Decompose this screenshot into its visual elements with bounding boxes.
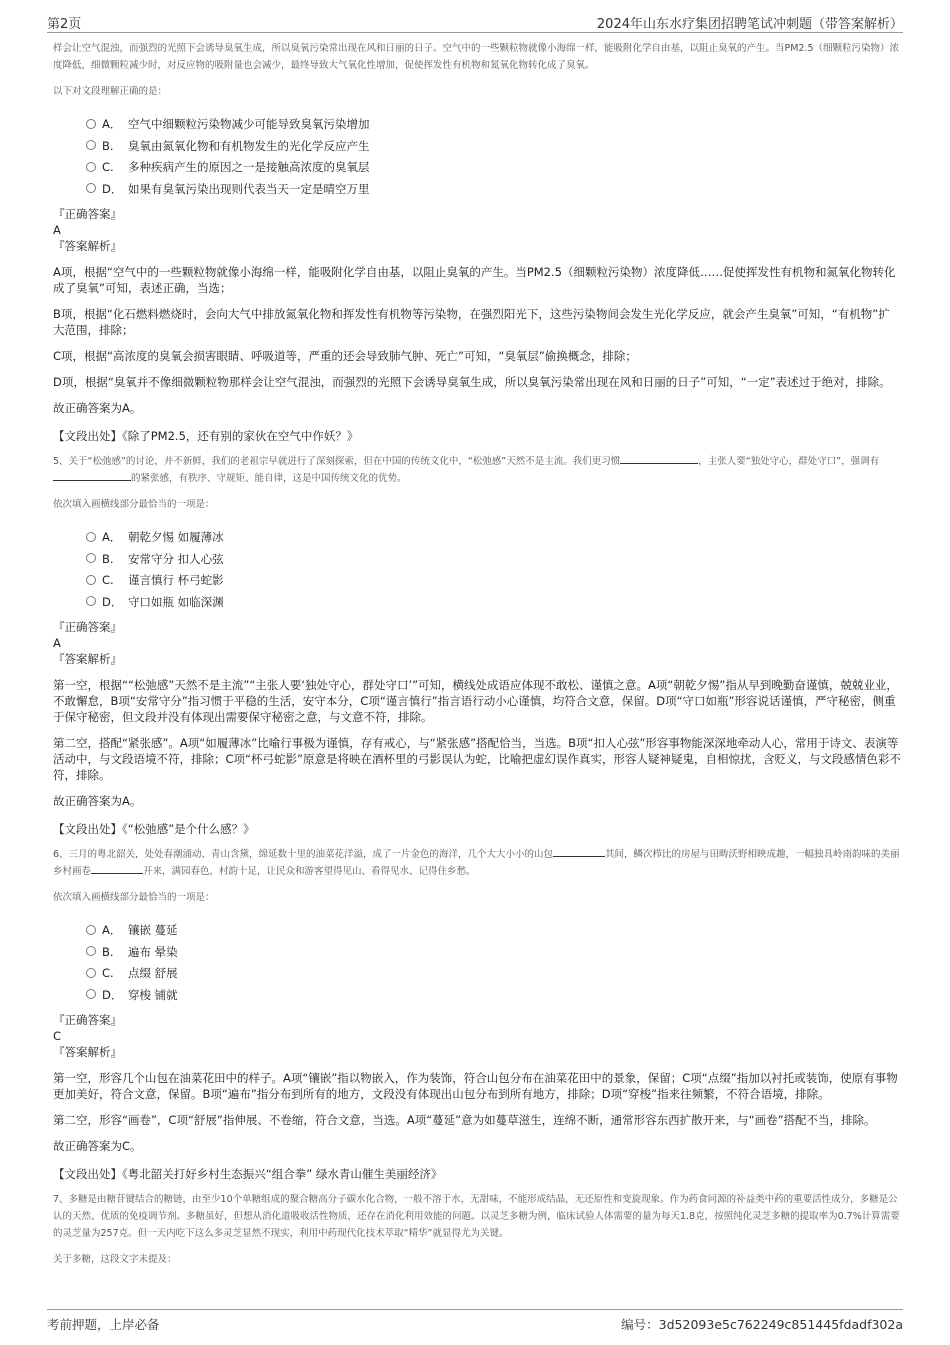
q5-options (86, 527, 901, 613)
q6-passage: 6、三月的粤北韶关，处处春潮涌动、青山含黛，绵延数十里的油菜花洋溢，成了一片金色的海洋，几个大大小小的山包 其间，鳞次栉比的房屋与田畴沃野相映成趣，一幅独具岭南韵味的美丽乡村画卷 开来，满园春色，村韵十足，让民众和游客望得见山、看得见水、记得住乡愁。 (53, 846, 901, 880)
fill-blank (53, 470, 131, 481)
q5-source: 【文段出处】《“松弛感”是个什么感？》 (53, 822, 255, 836)
q6-analysis-first-blank: 第一空，形容几个山包在油菜花田中的样子。A项“镶嵌”指以物嵌入，作为装饰，符合山包分布在油菜花田中的景象，保留；C项“点缀”指加以衬托或装饰，使原有事物更加美好，符合文意，保留。B项“遍布”指分布到所有的地方，文段没有体现出山包分布到所有地方，排除；D项“穿梭”指来往频繁，不符合语境，排除。 (53, 1071, 898, 1101)
fill-blank (91, 863, 143, 874)
q5-option-b[interactable]: B. 安常守分 扣人心弦 (86, 549, 901, 571)
q6-option-a[interactable]: A． 镶嵌 蔓延 (86, 920, 901, 942)
radio-icon[interactable] (86, 925, 96, 935)
page-header (47, 10, 903, 33)
q7-prompt: 关于多糖，这段文字未提及： (53, 1254, 177, 1265)
q6-answer: C (53, 1029, 62, 1043)
radio-icon[interactable] (86, 946, 96, 956)
q4-option-c[interactable]: C. 多种疾病产生的原因之一是接触高浓度的臭氧层 (86, 157, 901, 179)
q4-option-d[interactable]: D． 如果有臭氧污染出现则代表当天一定是晴空万里 (86, 179, 901, 201)
fill-blank (620, 453, 698, 464)
page-footer (47, 1309, 903, 1336)
fill-blank (553, 846, 605, 857)
radio-icon[interactable] (86, 140, 96, 150)
radio-icon[interactable] (86, 596, 96, 606)
q5-analysis-second-blank: 第二空，搭配“紧张感”。A项“如履薄冰”比喻行事极为谨慎，存有戒心，与“紧张感”搭配恰当，当选。B项“扣人心弦”形容事物能深深地牵动人心，常用于诗文、表演等活动中，与文段语境不符，排除；C项“杯弓蛇影”原意是将映在酒杯里的弓影误认为蛇，比喻把虚幻误作真实，形容人疑神疑鬼，自相惊扰，含贬义，与文段感情色彩不符，排除。 (53, 736, 901, 782)
radio-icon[interactable] (86, 532, 96, 542)
q4-option-b[interactable]: B. 臭氧由氮氧化物和有机物发生的光化学反应产生 (86, 136, 901, 158)
q4-answer: A (53, 223, 61, 237)
radio-icon[interactable] (86, 183, 96, 193)
radio-icon[interactable] (86, 968, 96, 978)
q4-conclusion: 故正确答案为A。 (53, 401, 142, 415)
footer-slogan: 考前押题，上岸必备 (47, 1317, 160, 1332)
analysis-label: 『答案解析』 (53, 652, 122, 666)
q6-option-d[interactable]: D． 穿梭 铺就 (86, 985, 901, 1007)
radio-icon[interactable] (86, 575, 96, 585)
q5-option-a[interactable]: A． 朝乾夕惕 如履薄冰 (86, 527, 901, 549)
q6-analysis-second-blank: 第二空，形容“画卷”，C项“舒展”指伸展、不卷缩，符合文意，当选。A项“蔓延”意为如蔓草滋生，连绵不断，通常形容东西扩散开来，与“画卷”搭配不当，排除。 (53, 1113, 876, 1127)
analysis-label: 『答案解析』 (53, 1045, 122, 1059)
q4-prompt: 以下对文段理解正确的是： (53, 86, 168, 97)
q5-option-c[interactable]: C. 谨言慎行 杯弓蛇影 (86, 570, 901, 592)
page-number: 第2页 (47, 17, 82, 32)
q4-option-a[interactable]: A． 空气中细颗粒污染物减少可能导致臭氧污染增加 (86, 114, 901, 136)
correct-answer-label: 『正确答案』 (53, 620, 122, 634)
q5-option-d[interactable]: D． 守口如瓶 如临深渊 (86, 592, 901, 614)
q4-options (86, 114, 901, 200)
q6-option-c[interactable]: C. 点缀 舒展 (86, 963, 901, 985)
document-id: 编号：3d52093e5c762249c851445fdadf302a (621, 1317, 903, 1332)
radio-icon[interactable] (86, 553, 96, 563)
page-content (53, 40, 901, 1268)
q4-analysis-d: D项，根据“臭氧并不像细微颗粒物那样会让空气混浊，而强烈的光照下会诱导臭氧生成，所以臭氧污染常出现在风和日丽的日子”可知，“一定”表述过于绝对，排除。 (53, 375, 891, 389)
correct-answer-label: 『正确答案』 (53, 1013, 122, 1027)
radio-icon[interactable] (86, 119, 96, 129)
q4-analysis-b: B项，根据“化石燃料燃烧时，会向大气中排放氮氧化物和挥发性有机物等污染物，在强烈阳光下，这些污染物间会发生光化学反应，就会产生臭氧”可知，“有机物”扩大范围，排除； (53, 307, 890, 337)
q5-prompt: 依次填入画横线部分最恰当的一项是： (53, 499, 215, 510)
q6-source: 【文段出处】《粤北韶关打好乡村生态振兴“组合拳” 绿水青山催生美丽经济》 (53, 1167, 443, 1181)
q4-analysis-a: A项，根据“空气中的一些颗粒物就像小海绵一样，能吸附化学自由基，以阻止臭氧的产生。当PM2.5（细颗粒污染物）浓度降低……促使挥发性有机物和氮氧化物转化成了臭氧”可知，表述正确，当选； (53, 265, 896, 295)
q6-prompt: 依次填入画横线部分最恰当的一项是： (53, 892, 215, 903)
document-title: 2024年山东水疗集团招聘笔试冲刺题（带答案解析） (596, 17, 903, 32)
q5-answer: A (53, 636, 61, 650)
q4-analysis-c: C项，根据“高浓度的臭氧会损害眼睛、呼吸道等，严重的还会导致肺气肿、死亡”可知，“臭氧层”偷换概念，排除； (53, 349, 637, 363)
q6-option-b[interactable]: B. 遍布 晕染 (86, 942, 901, 964)
q5-analysis-first-blank: 第一空，根据““松弛感”天然不是主流”“主张人要‘独处守心，群处守口’”可知，横线处成语应体现不敢松、谨慎之意。A项“朝乾夕惕”指从早到晚勤奋谨慎，兢兢业业，不敢懈怠，B项“安常守分”指习惯于平稳的生活，安守本分，C项“谨言慎行”指言语行动小心谨慎，均符合文意，保留。D项“守口如瓶”形容说话谨慎，严守秘密，侧重于保守秘密，但文段并没有体现出需要保守秘密之意，与文意不符，排除。 (53, 678, 898, 724)
q6-conclusion: 故正确答案为C。 (53, 1139, 142, 1153)
radio-icon[interactable] (86, 989, 96, 999)
correct-answer-label: 『正确答案』 (53, 207, 122, 221)
q5-passage: 5、关于“松弛感”的讨论，并不新鲜，我们的老祖宗早就进行了深刻探索，但在中国的传统文化中，“松弛感”天然不是主流。我们更习惯 ，主张人要“独处守心，群处守口”，强调有的紧张感，有秩序、守规矩、能自律，这是中国传统文化的优势。 (53, 453, 901, 487)
q4-passage: 样会让空气混浊，而强烈的光照下会诱导臭氧生成，所以臭氧污染常出现在风和日丽的日子。空气中的一些颗粒物就像小海绵一样，能吸附化学自由基，以阻止臭氧的产生。当PM2.5（细颗粒污染物）浓度降低，细微颗粒减少时，对反应物的吸附量也会减少，最终导致大气氧化性增加，促使挥发性有机物和氮氧化物转化成了臭氧。 (53, 43, 900, 71)
q4-source: 【文段出处】《除了PM2.5，还有别的家伙在空气中作妖？》 (53, 429, 359, 443)
q5-conclusion: 故正确答案为A。 (53, 794, 142, 808)
q7-passage: 7、多糖是由糖苷键结合的糖链，由至少10个单糖组成的聚合糖高分子碳水化合物，一般不溶于水，无甜味，不能形成结晶，无还原性和变旋现象。作为药食同源的补益类中药的重要活性成分，多糖是公认的天然、优质的免疫调节剂。多糖虽好，但想从消化道吸收活性物质，还存在消化利用效能的问题。以灵芝多糖为例，临床试验人体需要的量为每天1.8克，按照纯化灵芝多糖的提取率为0.7%计算需要的灵芝量为257克。但一天内吃下这么多灵芝显然不现实，利用中药现代化技术萃取“精华”就显得尤为关键。 (53, 1194, 900, 1239)
q6-options (86, 920, 901, 1006)
analysis-label: 『答案解析』 (53, 239, 122, 253)
radio-icon[interactable] (86, 162, 96, 172)
